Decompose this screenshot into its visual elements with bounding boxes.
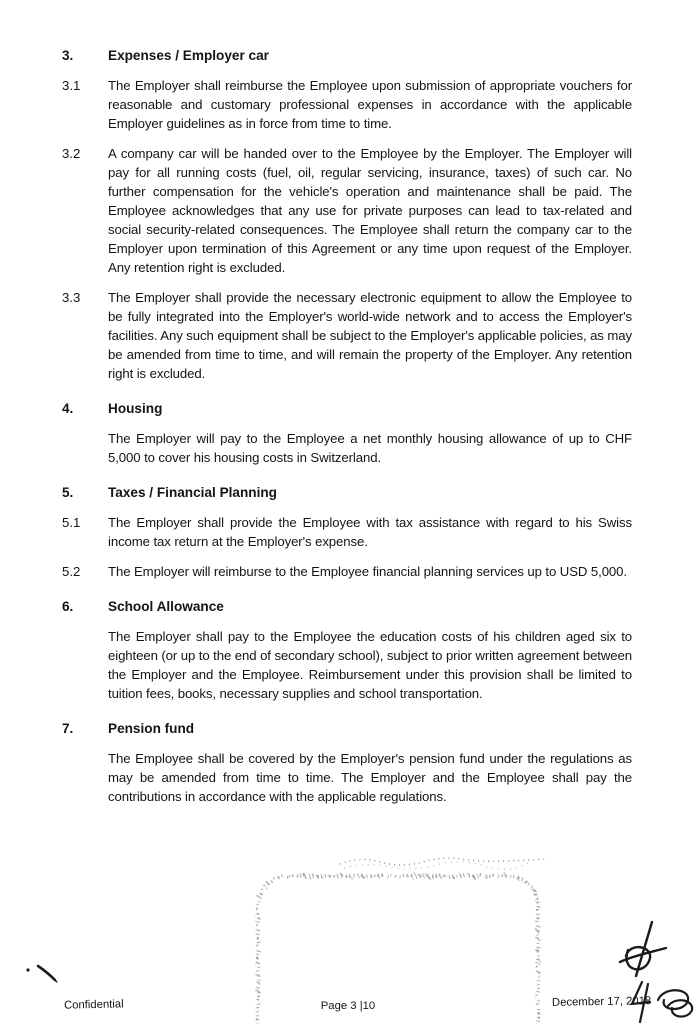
clause-text: The Employer will pay to the Employee a net monthly housing allowance of up to CHF 5,000 to cover his housing costs in Switzerland. xyxy=(108,431,632,465)
clause-text: The Employer shall provide the Employee with tax assistance with regard to his Swiss income tax return at the Employer's expense. xyxy=(108,515,632,549)
document-body xyxy=(62,46,632,817)
clause-3-2 xyxy=(62,144,632,277)
clause-5-2 xyxy=(62,562,632,581)
section-number: 7. xyxy=(62,721,74,736)
clause-text: A company car will be handed over to the Employee by the Employer. The Employer will pay for all running costs (fuel, oil, regular servicing, insurance, taxes) of such car. No further compensation for the vehicle's operation and maintenance shall be paid. The Employee acknowledges that any use for private purposes can lead to tax-related and social security-related consequences. The Employee shall return the company car to the Employer upon termination of this Agreement or any time upon request of the Employer. Any retention right is excluded. xyxy=(108,146,632,275)
clause-school-allowance xyxy=(62,627,632,703)
clause-pension-fund xyxy=(62,749,632,806)
clause-3-3 xyxy=(62,288,632,383)
clause-3-1 xyxy=(62,76,632,133)
section-number: 4. xyxy=(62,401,74,416)
section-pension-fund xyxy=(62,719,632,806)
section-number: 5. xyxy=(62,485,74,500)
clause-number: 5.1 xyxy=(62,515,81,530)
clause-housing xyxy=(62,429,632,467)
section-title: Housing xyxy=(108,401,163,416)
page-number: Page 3 |10 xyxy=(320,1000,376,1012)
clause-number: 5.2 xyxy=(62,564,81,579)
clause-text: The Employer shall reimburse the Employee upon submission of appropriate vouchers for reasonable and customary professional expenses in accordance with the applicable Employer guidelines as in force from time to time. xyxy=(108,78,632,131)
clause-number: 3.3 xyxy=(62,290,81,305)
section-number: 6. xyxy=(62,599,74,614)
section-school-allowance xyxy=(62,597,632,703)
pen-mark-icon xyxy=(22,958,66,988)
stamp-outline-artifact xyxy=(246,866,552,1024)
clause-number: 3.2 xyxy=(62,146,81,161)
section-heading xyxy=(62,46,632,66)
clause-text: The Employer shall pay to the Employee the education costs of his children aged six to eighteen (or up to the end of secondary school), subject to prior written agreement between the Employer and the Employee. Reimbursement under this provision shall be limited to tuition fees, books, necessary supplies and school transportation. xyxy=(108,629,632,701)
section-housing xyxy=(62,399,632,467)
section-heading xyxy=(62,483,632,503)
confidential-label: Confidential xyxy=(63,998,124,1012)
section-heading xyxy=(62,597,632,617)
signature-initials-icon xyxy=(612,914,682,984)
document-date: December 17, 2018 xyxy=(551,995,652,1009)
section-taxes-financial-planning xyxy=(62,483,632,581)
section-title: School Allowance xyxy=(108,599,224,614)
clause-5-1 xyxy=(62,513,632,551)
clause-text: The Employer will reimburse to the Employee financial planning services up to USD 5,000. xyxy=(108,564,627,579)
section-title: Taxes / Financial Planning xyxy=(108,485,277,500)
section-heading xyxy=(62,399,632,419)
section-title: Expenses / Employer car xyxy=(108,48,269,63)
section-number: 3. xyxy=(62,48,74,63)
scan-smudge-artifact xyxy=(338,852,568,872)
section-heading xyxy=(62,719,632,739)
clause-number: 3.1 xyxy=(62,78,81,93)
clause-text: The Employee shall be covered by the Employer's pension fund under the regulations as may be amended from time to time. The Employer and the Employee shall pay the contributions in accordance with the applicable regulations. xyxy=(108,751,632,804)
section-title: Pension fund xyxy=(108,721,195,736)
clause-text: The Employer shall provide the necessary electronic equipment to allow the Employee to be fully integrated into the Employer's world-wide network and to access the Employer's facilities. Any such equipment shall be subject to the Employer's applicable policies, as may be amended from time to time, and will remain the property of the Employer. Any retention right is excluded. xyxy=(108,290,632,381)
section-expenses-employer-car xyxy=(62,46,632,383)
